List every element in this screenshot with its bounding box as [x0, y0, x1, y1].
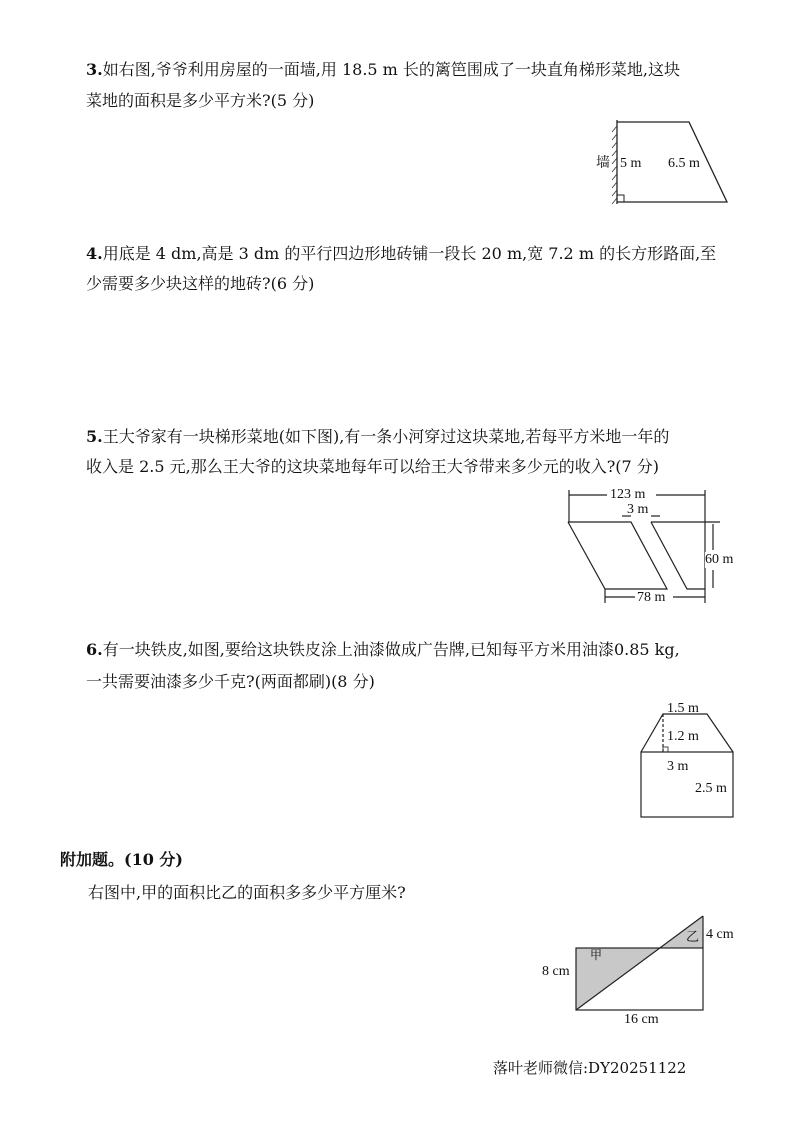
- yi-label: 乙: [686, 929, 700, 944]
- wall-label: 墙: [596, 156, 610, 171]
- footer-contact: 落叶老师微信:DY20251122: [493, 1059, 687, 1077]
- slant-label: 6.5 m: [668, 156, 700, 171]
- tri-height-label: 4 cm: [706, 927, 734, 942]
- q3-text: 如右图,爷爷利用房屋的一面墙,用 18.5 m 长的篱笆围成了一块直角梯形菜地,这块: [102, 60, 681, 79]
- q4-text: 用底是 4 dm,高是 3 dm 的平行四边形地砖铺一段长 20 m,宽 7.2 m 的长方形路面,至: [102, 244, 717, 263]
- bottom-base-label: 78 m: [637, 590, 666, 605]
- q5-line2: 收入是 2.5 元,那么王大爷的这块菜地每年可以给王大爷带来多少元的收入?(7 分): [86, 457, 660, 476]
- rect-height-label: 2.5 m: [695, 781, 727, 796]
- trap-height-label: 1.2 m: [667, 729, 699, 744]
- width-label: 16 cm: [624, 1012, 659, 1027]
- jia-label: 甲: [590, 948, 603, 962]
- q4-number: 4.: [86, 244, 103, 263]
- q6-line2: 一共需要油漆多少千克?(两面都刷)(8 分): [86, 672, 375, 691]
- q3-number: 3.: [86, 60, 103, 79]
- river-width-label: 3 m: [627, 502, 649, 517]
- bonus-text: 右图中,甲的面积比乙的面积多多少平方厘米?: [88, 883, 406, 902]
- q5-text: 王大爷家有一块梯形菜地(如下图),有一条小河穿过这块菜地,若每平方米地一年的: [102, 427, 670, 446]
- q5-number: 5.: [86, 427, 103, 446]
- q6-text: 有一块铁皮,如图,要给这块铁皮涂上油漆做成广告牌,已知每平方米用油漆0.85 kg,: [102, 640, 680, 659]
- top-label: 1.5 m: [667, 701, 699, 716]
- height-label: 60 m: [705, 552, 734, 567]
- q4-line2: 少需要多少块这样的地砖?(6 分): [86, 274, 315, 293]
- q6-number: 6.: [86, 640, 103, 659]
- top-base-label: 123 m: [610, 487, 646, 502]
- height-label: 8 cm: [542, 964, 570, 979]
- q3-line2: 菜地的面积是多少平方米?(5 分): [86, 91, 315, 110]
- width-label: 3 m: [667, 759, 689, 774]
- bonus-title: 附加题。(10 分): [60, 850, 183, 869]
- height-label: 5 m: [620, 156, 642, 171]
